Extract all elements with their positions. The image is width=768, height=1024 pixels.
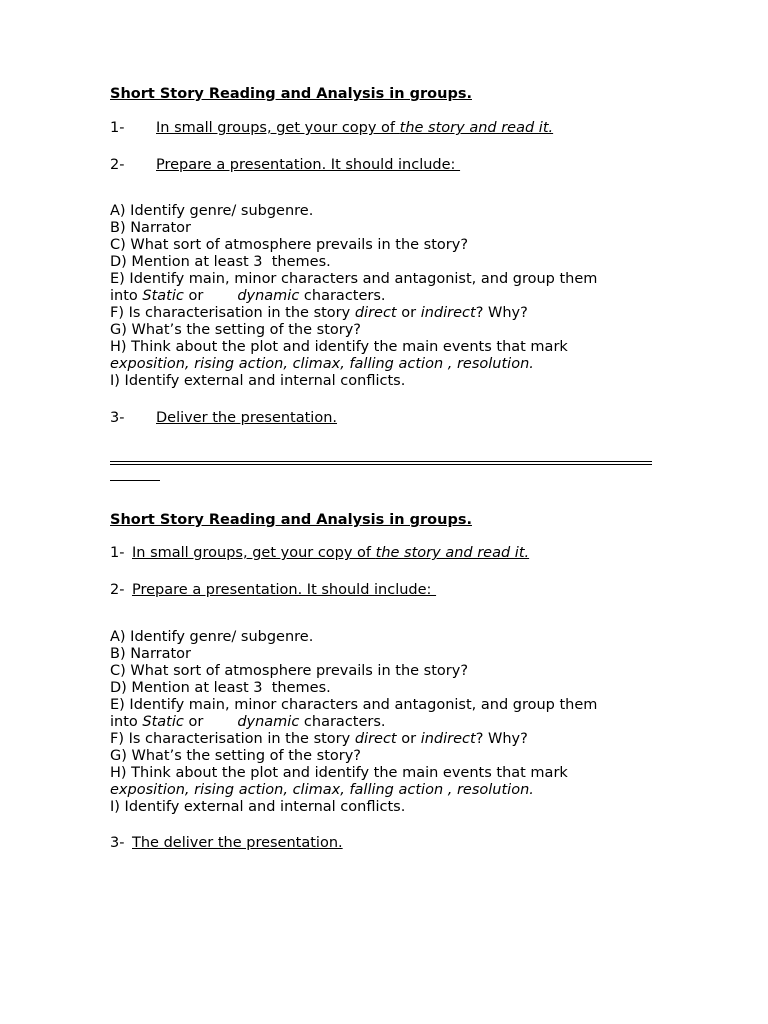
block2-item-b: B) Narrator — [110, 646, 192, 662]
block2-step1 — [110, 545, 529, 562]
block1-item-g: G) What’s the setting of the story? — [110, 322, 361, 338]
block2-item-c: C) What sort of atmosphere prevails in the story? — [110, 663, 469, 679]
block2-e2-static: Static — [142, 714, 184, 730]
block2-title: Short Story Reading and Analysis in groups. — [110, 512, 472, 528]
block2-e2-or: or — [183, 714, 204, 730]
block1-step1 — [110, 120, 553, 137]
block2-f-or: or — [396, 731, 421, 747]
block2-f-direct: direct — [354, 731, 397, 747]
block2-item-g: G) What’s the setting of the story? — [110, 748, 361, 764]
block2-f-post: ? Why? — [475, 731, 528, 747]
block1-item-h1: H) Think about the plot and identify the main events that mark — [110, 339, 568, 355]
block1-e2-post: characters. — [299, 288, 386, 304]
block2-f-pre: F) Is characterisation in the story — [110, 731, 355, 747]
block1-step1-text: In small groups, get your copy of — [156, 120, 400, 136]
block2-step3 — [110, 835, 343, 852]
block1-step3-num: 3- — [110, 410, 125, 426]
block1-item-d: D) Mention at least 3 themes. — [110, 254, 331, 270]
block2-e2-post: characters. — [299, 714, 386, 730]
block2-e2-dynamic: dynamic — [237, 714, 300, 730]
block1-e2-dynamic: dynamic — [237, 288, 300, 304]
block2-item-d: D) Mention at least 3 themes. — [110, 680, 331, 696]
block2-item-i: I) Identify external and internal conflicts. — [110, 799, 406, 815]
block1-step2 — [110, 157, 460, 174]
block1-f-or: or — [396, 305, 421, 321]
block2-item-e1: E) Identify main, minor characters and antagonist, and group them — [110, 697, 598, 713]
block1-e2-pre: into — [110, 288, 143, 304]
block1-item-b: B) Narrator — [110, 220, 192, 236]
separator-line — [110, 464, 652, 465]
block1-step1-italic: the story and read it. — [399, 120, 554, 136]
block1-step3-text: Deliver the presentation. — [156, 410, 338, 426]
block2-step1-italic: the story and read it. — [375, 545, 530, 561]
block2-item-f — [110, 731, 528, 748]
block1-e2-static: Static — [142, 288, 184, 304]
block1-item-a: A) Identify genre/ subgenre. — [110, 203, 314, 219]
block1-item-c: C) What sort of atmosphere prevails in the story? — [110, 237, 469, 253]
block2-item-a: A) Identify genre/ subgenre. — [110, 629, 314, 645]
block2-step1-text: In small groups, get your copy of — [132, 545, 376, 561]
block1-item-e2 — [110, 288, 386, 305]
block1-step1-num: 1- — [110, 120, 125, 136]
block2-step2-text: Prepare a presentation. It should include: — [132, 582, 437, 598]
block1-f-post: ? Why? — [475, 305, 528, 321]
block1-step2-text: Prepare a presentation. It should include: — [156, 157, 461, 173]
block2-step1-num: 1- — [110, 545, 125, 561]
separator-line-short — [110, 480, 160, 481]
block2-step3-text: The deliver the presentation. — [132, 835, 343, 851]
block2-item-e2 — [110, 714, 386, 731]
block2-step2-num: 2- — [110, 582, 125, 598]
block1-f-indirect: indirect — [420, 305, 476, 321]
block2-e2-pre: into — [110, 714, 143, 730]
block1-item-i: I) Identify external and internal conflicts. — [110, 373, 406, 389]
separator-line — [110, 461, 652, 462]
block2-item-h2: exposition, rising action, climax, falling action , resolution. — [110, 782, 534, 798]
block1-f-pre: F) Is characterisation in the story — [110, 305, 355, 321]
block1-step3 — [110, 410, 337, 427]
block2-item-h1: H) Think about the plot and identify the main events that mark — [110, 765, 568, 781]
block1-f-direct: direct — [354, 305, 397, 321]
block2-f-indirect: indirect — [420, 731, 476, 747]
block2-step2 — [110, 582, 436, 599]
block1-item-f — [110, 305, 528, 322]
block1-e2-or: or — [183, 288, 204, 304]
block1-step2-num: 2- — [110, 157, 125, 173]
block1-title: Short Story Reading and Analysis in groups. — [110, 86, 472, 102]
block1-item-h2: exposition, rising action, climax, falling action , resolution. — [110, 356, 534, 372]
block1-item-e1: E) Identify main, minor characters and antagonist, and group them — [110, 271, 598, 287]
block2-step3-num: 3- — [110, 835, 125, 851]
